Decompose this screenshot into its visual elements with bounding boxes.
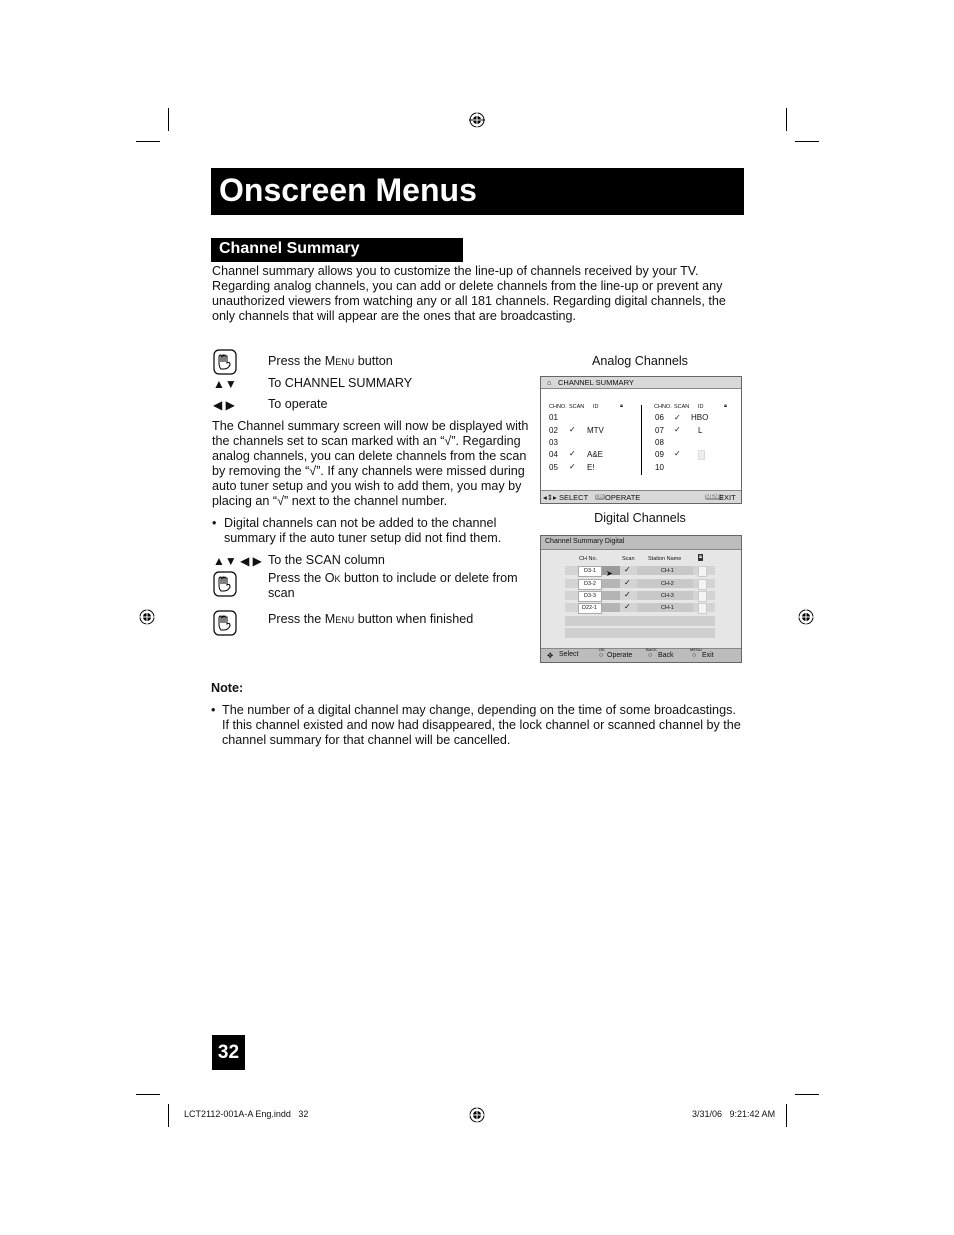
back-button-icon: ○ <box>648 652 653 659</box>
step-text: Press the <box>268 571 325 585</box>
text-line: The Channel summary screen will now be displayed with <box>212 419 529 433</box>
page-number: 32 <box>212 1035 245 1070</box>
exit-button-icon: ○ <box>692 652 697 659</box>
hand-press-icon <box>213 349 237 375</box>
footer-exit: EXIT <box>719 493 736 502</box>
step-ok <box>268 571 530 601</box>
channel-number: 08 <box>655 438 664 447</box>
crop-mark <box>786 108 787 131</box>
footer-operate: Operate <box>607 652 633 659</box>
col-header: SCAN <box>569 404 585 410</box>
digital-bullet <box>224 516 534 546</box>
lock-cell[interactable] <box>698 566 707 577</box>
back-key-icon: BACK <box>646 647 657 652</box>
col-header: ID <box>593 404 599 410</box>
registration-mark-icon <box>798 609 814 625</box>
crop-mark <box>136 1094 160 1095</box>
scan-cell <box>602 591 620 600</box>
channel-number: 05 <box>549 463 558 472</box>
check-icon[interactable]: ✓ <box>674 413 681 422</box>
step-menu-finish <box>268 612 473 627</box>
col-header: SCAN <box>674 404 690 410</box>
step-scan-column: To the SCAN column <box>268 553 385 567</box>
footer-timestamp: 3/31/06 9:21:42 AM <box>692 1109 776 1119</box>
left-right-arrows-icon: ◀ ▶ <box>213 398 235 412</box>
screen-footer <box>541 648 741 662</box>
ok-key-label: Ok <box>324 571 341 585</box>
text-line: If this channel existed and now had disappeared, the lock channel or scanned channel by the <box>222 718 741 732</box>
analog-channel-screen <box>540 376 742 504</box>
hand-press-icon <box>213 610 237 636</box>
text-line: analog channels, you can delete channels from the scan <box>212 449 527 463</box>
crop-mark <box>136 141 160 142</box>
col-header: Station Name <box>648 556 682 562</box>
all-arrows-icon: ▲▼ ◀ ▶ <box>213 554 262 568</box>
text-line: placing an “√” next to the channel number. <box>212 494 448 508</box>
channel-id: L <box>698 426 703 435</box>
channel-number: D22-1 <box>582 605 597 611</box>
check-icon[interactable]: ✓ <box>569 449 576 458</box>
screen-header <box>541 536 741 550</box>
ok-key-icon: OK <box>599 647 605 652</box>
station-name: CH-1 <box>661 568 674 574</box>
lock-icon: 🔒︎ <box>699 554 702 560</box>
check-icon[interactable]: ✓ <box>674 425 681 434</box>
bullet-dot: • <box>212 516 217 530</box>
channel-id: MTV <box>587 426 604 435</box>
menu-key-icon: MENU <box>706 494 723 500</box>
text-line: The number of a digital channel may change, depending on the time of some broadcastings. <box>222 703 736 717</box>
text-line: Digital channels can not be added to the channel <box>224 516 497 530</box>
registration-mark-icon <box>139 609 155 625</box>
text-line: by removing the “√”. If any channels were missed during <box>212 464 525 478</box>
footer-operate: OPERATE <box>605 493 641 502</box>
scan-cell <box>602 579 620 588</box>
crop-mark <box>795 141 819 142</box>
step-channel-summary: To CHANNEL SUMMARY <box>268 376 413 390</box>
station-name: CH-1 <box>661 605 674 611</box>
step-text: button when finished <box>354 612 474 626</box>
screen-footer <box>541 490 741 503</box>
menu-key-icon: MENU <box>690 647 702 652</box>
instruction-paragraph <box>212 419 534 509</box>
scan-cell <box>602 603 620 612</box>
step-text: button to include or delete from <box>340 571 518 585</box>
footer-exit: Exit <box>702 652 714 659</box>
footer-file: LCT2112-001A-A Eng.indd 32 <box>184 1109 309 1119</box>
channel-number: 01 <box>549 413 558 422</box>
antenna-icon: ⌂ <box>547 378 552 387</box>
check-icon[interactable]: ✓ <box>569 462 576 471</box>
col-header: CHNO. <box>654 404 672 410</box>
footer-select: Select <box>559 651 579 658</box>
up-down-arrows-icon: ▲▼ <box>213 377 237 391</box>
column-divider <box>641 405 642 475</box>
footer-back: Back <box>658 652 674 659</box>
digital-channel-screen <box>540 535 742 663</box>
col-header: CHNO. <box>549 404 567 410</box>
section-title: Channel Summary <box>219 240 360 257</box>
menu-key-label: Menu <box>324 612 355 626</box>
lock-icon: 🔒︎ <box>620 403 623 409</box>
crop-mark <box>786 1104 787 1127</box>
check-icon[interactable]: ✓ <box>624 602 631 611</box>
crop-mark <box>795 1094 819 1095</box>
cursor-arrow-icon: ➤ <box>606 569 613 578</box>
registration-mark-icon <box>469 112 485 128</box>
channel-number: D3-1 <box>584 568 596 574</box>
note-text <box>222 703 752 748</box>
col-header: ID <box>698 404 704 410</box>
channel-number: 06 <box>655 413 664 422</box>
channel-number: 07 <box>655 426 664 435</box>
channel-id: A&E <box>587 450 604 459</box>
col-header: Scan <box>622 556 635 562</box>
station-name: CH-2 <box>661 581 674 587</box>
screen-header-title: Channel Summary Digital <box>545 538 625 545</box>
text-line: the channels set to scan marked with an “√”. Regarding <box>212 434 521 448</box>
check-icon[interactable]: ✓ <box>674 449 681 458</box>
text-line: summary if the auto tuner setup did not find them. <box>224 531 502 545</box>
page-title-bar <box>211 168 744 215</box>
station-name: CH-3 <box>661 593 674 599</box>
channel-id: E! <box>587 463 595 472</box>
menu-key-label: Menu <box>324 354 355 368</box>
channel-number: D3-2 <box>584 581 596 587</box>
ok-key-icon: OK <box>596 494 604 500</box>
crop-mark <box>168 108 169 131</box>
lock-cell[interactable] <box>698 579 707 590</box>
empty-row <box>565 628 715 638</box>
empty-row <box>565 616 715 626</box>
section-title-bar <box>211 238 463 262</box>
text-line: auto tuner setup and you wish to add them, you may by <box>212 479 522 493</box>
crop-mark <box>168 1104 169 1127</box>
intro-paragraph: Channel summary allows you to customize the line-up of channels received by your TV. Regarding analog channels, you can add or delete channels from the line-up or prevent any unauthorized viewers from watching any or all 181 channels. Regarding digital channels, the only channels that will appear are the ones that are broadcasting. <box>212 264 726 323</box>
check-icon[interactable]: ✓ <box>624 578 631 587</box>
cursor-box[interactable] <box>698 450 705 460</box>
step-text: button <box>354 354 393 368</box>
screen-header-title: CHANNEL SUMMARY <box>558 378 634 387</box>
step-text: Press the <box>268 612 325 626</box>
page-title: Onscreen Menus <box>219 172 477 208</box>
step-text: Press the <box>268 354 325 368</box>
lock-icon: 🔒︎ <box>724 403 727 409</box>
step-text: scan <box>268 586 295 600</box>
channel-number: 02 <box>549 426 558 435</box>
digital-caption: Digital Channels <box>594 511 686 525</box>
channel-number: 09 <box>655 450 664 459</box>
bullet-dot: • <box>211 703 216 717</box>
channel-number: 04 <box>549 450 558 459</box>
check-icon[interactable]: ✓ <box>569 425 576 434</box>
check-icon[interactable]: ✓ <box>624 565 631 574</box>
lock-cell[interactable] <box>698 591 707 602</box>
channel-number: 03 <box>549 438 558 447</box>
ok-button-icon: ○ <box>599 652 604 659</box>
hand-press-icon <box>213 571 237 597</box>
text-line: channel summary for that channel will be cancelled. <box>222 733 511 747</box>
col-header: CH No. <box>579 556 598 562</box>
screen-header <box>541 377 741 389</box>
channel-number: 10 <box>655 463 664 472</box>
step-menu <box>268 354 393 369</box>
check-icon[interactable]: ✓ <box>624 590 631 599</box>
note-title: Note: <box>211 681 244 695</box>
footer-select: SELECT <box>559 493 589 502</box>
select-arrows-icon: ◂⇕▸ <box>543 493 557 502</box>
registration-mark-icon <box>469 1107 485 1123</box>
step-operate: To operate <box>268 397 328 411</box>
select-pad-icon: ✥ <box>547 651 554 660</box>
channel-id: HBO <box>691 413 709 422</box>
channel-number: D3-3 <box>584 593 596 599</box>
lock-cell[interactable] <box>698 603 707 614</box>
analog-caption: Analog Channels <box>592 354 688 368</box>
